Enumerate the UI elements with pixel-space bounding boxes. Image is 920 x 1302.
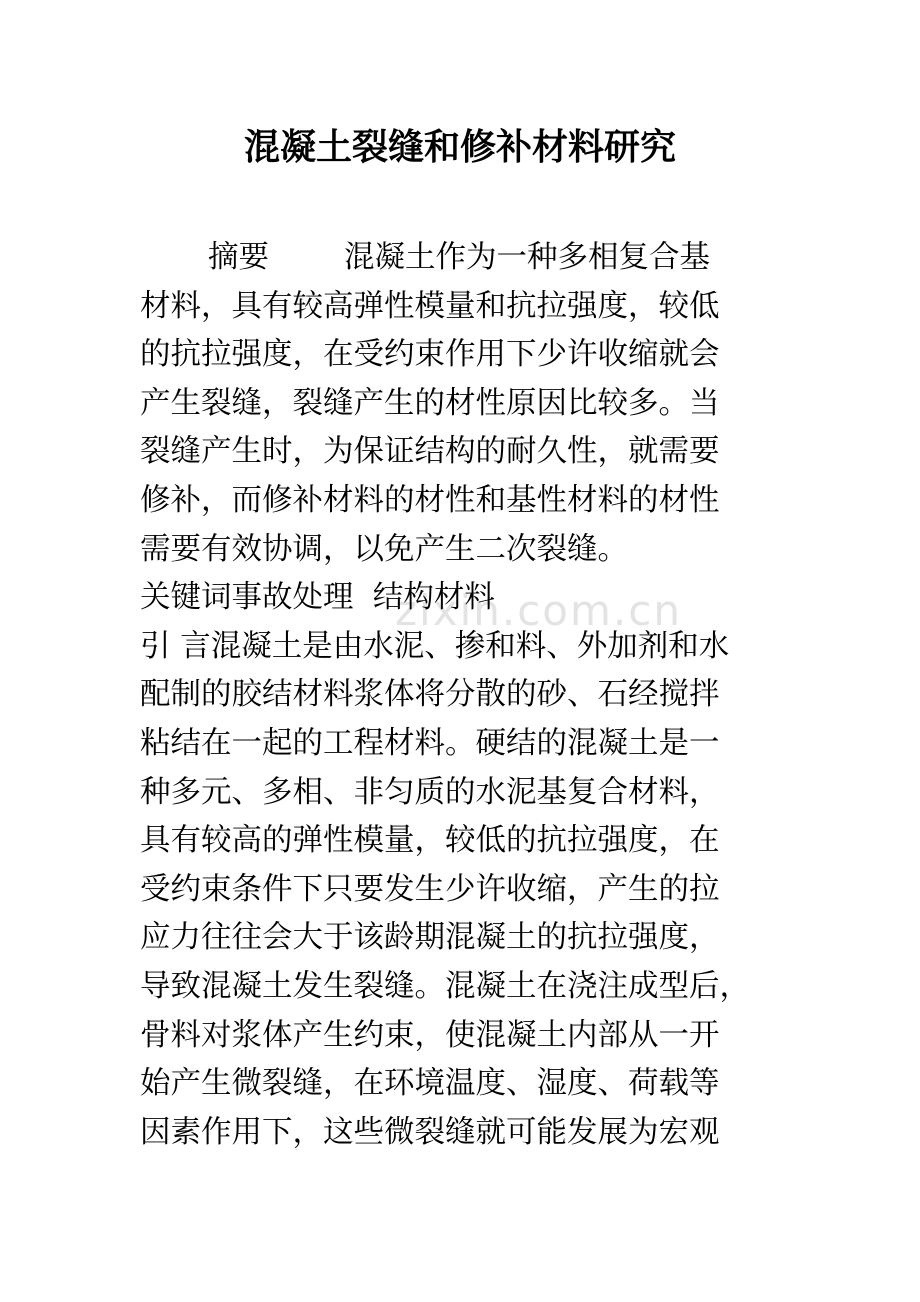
abstract-line: 的抗拉强度，在受约束作用下少许收缩就会: [140, 337, 720, 373]
intro-line: 具有较高的弹性模量，较低的抗拉强度，在: [140, 823, 720, 859]
document-title: 混凝土裂缝和修补材料研究: [243, 126, 676, 168]
abstract-first-line: 混凝土作为一种多相复合基: [344, 240, 710, 275]
intro-line: 配制的胶结材料浆体将分散的砂、石经搅拌: [140, 677, 720, 713]
abstract-line: 修补，而修补材料的材性和基性材料的材性: [140, 482, 720, 518]
watermark: zixin.com.cn: [395, 586, 682, 635]
abstract-label: 摘要: [208, 240, 269, 275]
intro-line: 受约束条件下只要发生少许收缩，产生的拉: [140, 871, 720, 907]
intro-line: 种多元、多相、非匀质的水泥基复合材料，: [140, 774, 720, 810]
abstract-line: 产生裂缝，裂缝产生的材性原因比较多。当: [140, 385, 720, 421]
document-body: [140, 234, 790, 1157]
intro-line: 骨料对浆体产生约束，使混凝土内部从一开: [140, 1017, 720, 1053]
intro-line: 引 言混凝土是由水泥、掺和料、外加剂和水: [140, 628, 730, 664]
intro-line: 粘结在一起的工程材料。硬结的混凝土是一: [140, 725, 720, 761]
intro-line: 导致混凝土发生裂缝。混凝土在浇注成型后，: [140, 968, 750, 1004]
keywords-line: 关键词事故处理 结构材料: [140, 580, 495, 616]
abstract-heading-line: [140, 234, 790, 283]
intro-line: 始产生微裂缝，在环境温度、湿度、荷载等: [140, 1066, 720, 1102]
intro-line: 应力往往会大于该龄期混凝土的抗拉强度，: [140, 920, 720, 956]
intro-line: 因素作用下，这些微裂缝就可能发展为宏观: [140, 1114, 720, 1150]
abstract-line: 需要有效协调，以免产生二次裂缝。: [140, 531, 628, 567]
abstract-line: 材料，具有较高弹性模量和抗拉强度，较低: [140, 288, 720, 324]
abstract-line: 裂缝产生时，为保证结构的耐久性，就需要: [140, 434, 720, 470]
